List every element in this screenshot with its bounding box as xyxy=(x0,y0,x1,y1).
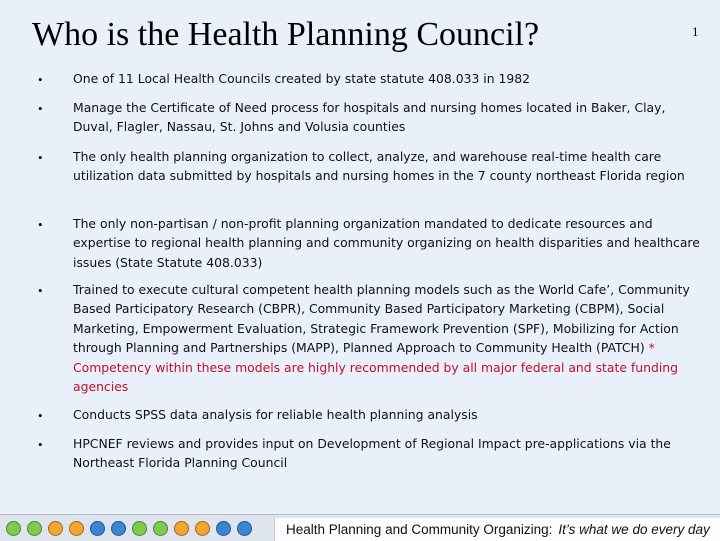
footer-text: Health Planning and Community Organizing: xyxy=(286,522,553,537)
circle-icon xyxy=(48,521,63,536)
bullet-marker: • xyxy=(38,217,43,232)
bullet-marker: • xyxy=(38,437,43,452)
emphasis-note: * Competency within these models are highly recommended by all major federal and state funding agencies xyxy=(73,340,678,395)
circle-icon xyxy=(195,521,210,536)
circle-icon xyxy=(153,521,168,536)
footer-tagline: It’s what we do every day xyxy=(558,522,710,537)
circle-icon xyxy=(111,521,126,536)
circle-icon xyxy=(174,521,189,536)
circle-icon xyxy=(132,521,147,536)
bullet-marker: • xyxy=(38,150,43,165)
circle-icon xyxy=(90,521,105,536)
circle-icon xyxy=(237,521,252,536)
circle-icon xyxy=(27,521,42,536)
bullet-text: Trained to execute cultural competent health planning models such as the World Cafe’, Community Based Participatory Research (CBPR), Community Based Participatory Marketing (CBPM), Social Marketing, Empowerment Evaluation, Strategic Framework Prevention (SPF), Mobilizing for Action through Planning and Partnerships (MAPP), Planned Approach to Community Health (PATCH) * Competency within these models are highly recommended by all major federal and state funding agencies xyxy=(73,282,690,395)
bullet-text: One of 11 Local Health Councils created by state statute 408.033 in 1982 xyxy=(73,71,531,86)
bullet-text: Conducts SPSS data analysis for reliable health planning analysis xyxy=(73,407,478,422)
footer-caption xyxy=(274,518,720,541)
bullet-text: The only health planning organization to collect, analyze, and warehouse real-time health care utilization data submitted by hospitals and nursing homes in the 7 county northeast Florida region xyxy=(73,149,685,184)
bullet-marker: • xyxy=(38,283,43,298)
slide-title: Who is the Health Planning Council? xyxy=(32,16,540,53)
bullet-marker: • xyxy=(38,408,43,423)
bullet-text: Manage the Certificate of Need process for hospitals and nursing homes located in Baker, Clay, Duval, Flagler, Nassau, St. Johns and Volusia counties xyxy=(73,100,666,135)
circle-icon xyxy=(6,521,21,536)
footer-bar xyxy=(0,514,720,541)
bullet-marker: • xyxy=(38,72,43,87)
circle-icon xyxy=(216,521,231,536)
circle-icon xyxy=(69,521,84,536)
bullet-text: HPCNEF reviews and provides input on Development of Regional Impact pre-applications via the Northeast Florida Planning Council xyxy=(73,436,671,471)
bullet-text: The only non-partisan / non-profit planning organization mandated to dedicate resources and expertise to regional health planning and community organizing on health disparities and healthcare issues (State Statute 408.033) xyxy=(73,216,700,270)
bullet-marker: • xyxy=(38,101,43,116)
slide-number: 1 xyxy=(692,24,699,39)
